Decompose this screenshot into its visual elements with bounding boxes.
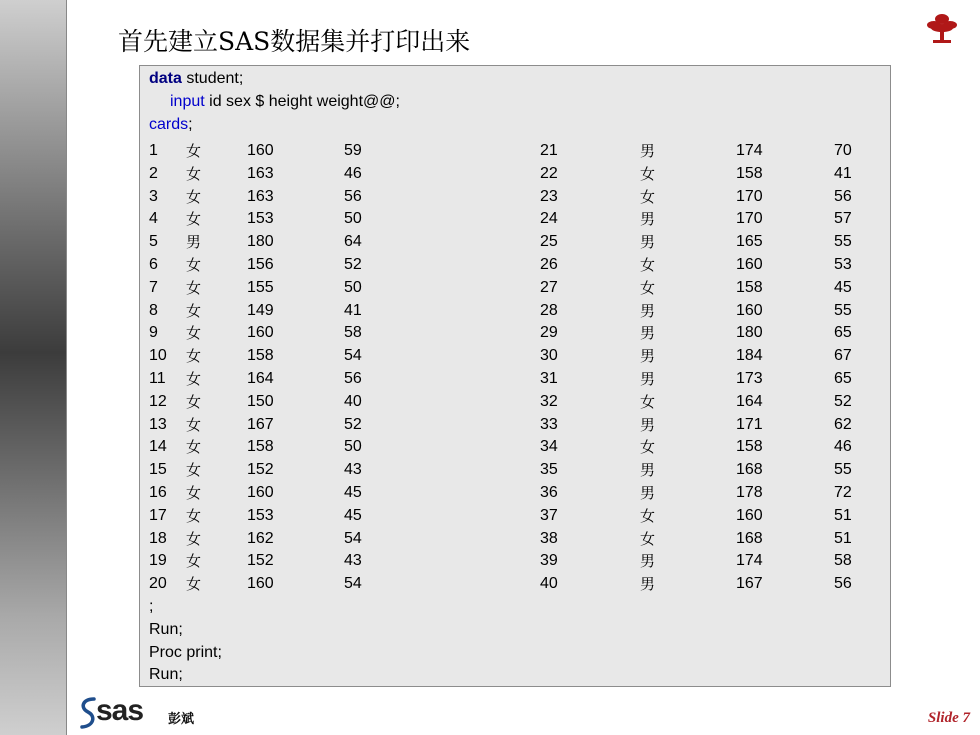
cell-height2: 158 [736, 438, 763, 456]
cell-sex: 女 [186, 164, 202, 183]
cell-sex2: 男 [640, 552, 656, 571]
cell-weight: 56 [344, 187, 362, 205]
cell-sex: 女 [186, 324, 202, 343]
left-decor-bar [0, 0, 66, 735]
cell-id: 2 [149, 164, 158, 182]
cell-height: 162 [247, 529, 274, 547]
cell-height2: 174 [736, 552, 763, 570]
cell-sex: 男 [186, 233, 202, 252]
cell-id: 6 [149, 256, 158, 273]
cell-sex: 女 [186, 484, 202, 502]
sas-swirl-icon [78, 696, 98, 730]
cell-sex: 女 [186, 187, 202, 206]
cell-weight2: 58 [834, 552, 852, 570]
cell-sex2: 男 [640, 210, 656, 229]
cell-weight: 64 [344, 233, 362, 251]
cell-id: 18 [149, 529, 167, 547]
cell-sex: 女 [186, 506, 202, 525]
cell-weight2: 53 [834, 256, 852, 273]
code-line-run: Run; [149, 666, 183, 683]
code-line-semicolon: ; [149, 598, 154, 615]
code-line-input [170, 92, 400, 112]
cell-height: 160 [247, 324, 274, 342]
cell-weight2: 51 [834, 529, 852, 547]
cell-sex2: 男 [640, 484, 656, 502]
cell-id: 12 [149, 392, 167, 410]
cell-weight2: 41 [834, 164, 852, 182]
cell-weight: 41 [344, 301, 362, 319]
sas-logo-text: sas [96, 694, 144, 727]
code-line-data [149, 69, 243, 89]
cell-height: 160 [247, 484, 274, 501]
cell-id: 10 [149, 347, 167, 365]
cell-weight: 45 [344, 506, 362, 524]
cell-id2: 25 [540, 233, 558, 251]
cell-weight: 59 [344, 142, 362, 159]
cell-height: 153 [247, 210, 274, 228]
cell-weight2: 72 [834, 484, 852, 501]
cell-id: 15 [149, 461, 167, 479]
cell-sex: 女 [186, 529, 202, 548]
cell-id: 16 [149, 484, 167, 501]
cell-height: 150 [247, 392, 274, 410]
cell-weight2: 57 [834, 210, 852, 228]
cell-id: 19 [149, 552, 167, 570]
cell-id2: 38 [540, 529, 558, 547]
cell-weight2: 52 [834, 392, 852, 410]
cell-id: 1 [149, 142, 158, 159]
cell-sex2: 男 [640, 347, 656, 366]
cell-height: 155 [247, 278, 274, 296]
left-decor-edge [66, 0, 67, 735]
cell-height2: 178 [736, 484, 763, 501]
cell-id: 20 [149, 575, 167, 593]
cell-sex: 女 [186, 575, 202, 594]
cell-id2: 27 [540, 278, 558, 296]
cell-weight: 58 [344, 324, 362, 342]
slide-title: 首先建立SAS数据集并打印出来 [118, 27, 471, 56]
cell-height: 158 [247, 438, 274, 456]
cell-sex: 女 [186, 256, 202, 274]
cell-height: 152 [247, 461, 274, 479]
cell-id: 5 [149, 233, 158, 251]
cell-sex2: 女 [640, 164, 656, 183]
code-line-proc-print: Proc print; [149, 644, 222, 661]
cell-id2: 31 [540, 370, 558, 387]
cell-id: 7 [149, 278, 158, 296]
cell-id2: 29 [540, 324, 558, 342]
cell-sex2: 女 [640, 506, 656, 525]
cell-sex: 女 [186, 415, 202, 434]
cell-id2: 22 [540, 164, 558, 182]
cell-weight: 46 [344, 164, 362, 182]
cell-sex: 女 [186, 461, 202, 480]
cell-height2: 158 [736, 278, 763, 296]
cell-height: 163 [247, 187, 274, 205]
cell-id2: 36 [540, 484, 558, 501]
cell-sex2: 女 [640, 278, 656, 297]
cell-weight2: 55 [834, 461, 852, 479]
cell-sex: 女 [186, 278, 202, 297]
cell-sex: 女 [186, 438, 202, 457]
keyword-data: data [149, 70, 182, 87]
cell-sex: 女 [186, 142, 202, 160]
cell-weight: 40 [344, 392, 362, 410]
cell-height: 167 [247, 415, 274, 433]
cell-sex2: 男 [640, 461, 656, 480]
cell-weight2: 70 [834, 142, 852, 159]
cell-sex2: 女 [640, 438, 656, 457]
cell-sex2: 男 [640, 575, 656, 594]
cell-height2: 168 [736, 529, 763, 547]
cell-height2: 174 [736, 142, 763, 159]
cell-weight2: 67 [834, 347, 852, 365]
cell-weight2: 65 [834, 370, 852, 387]
cell-id2: 21 [540, 142, 558, 159]
cell-sex: 女 [186, 301, 202, 320]
cell-weight2: 55 [834, 301, 852, 319]
cell-weight2: 55 [834, 233, 852, 251]
cell-id2: 24 [540, 210, 558, 228]
cell-weight: 54 [344, 529, 362, 547]
cell-id: 13 [149, 415, 167, 433]
cell-height2: 167 [736, 575, 763, 593]
cell-sex: 女 [186, 370, 202, 388]
cell-height: 149 [247, 301, 274, 319]
cell-id2: 30 [540, 347, 558, 365]
cell-id: 11 [149, 370, 166, 387]
cell-weight2: 46 [834, 438, 852, 456]
cell-id2: 37 [540, 506, 558, 524]
cell-weight2: 45 [834, 278, 852, 296]
cell-height: 164 [247, 370, 274, 387]
cell-id: 14 [149, 438, 167, 456]
cell-weight: 43 [344, 461, 362, 479]
cell-weight2: 51 [834, 506, 852, 524]
cell-height2: 184 [736, 347, 763, 365]
cell-weight: 54 [344, 575, 362, 593]
cell-id: 4 [149, 210, 158, 228]
cell-weight: 52 [344, 415, 362, 433]
cell-sex2: 女 [640, 256, 656, 274]
cell-id2: 32 [540, 392, 558, 410]
cell-id2: 26 [540, 256, 558, 273]
cell-height: 158 [247, 347, 274, 365]
cell-height2: 173 [736, 370, 763, 387]
cell-sex: 女 [186, 392, 202, 411]
cell-sex: 女 [186, 210, 202, 229]
keyword-cards: cards [149, 116, 189, 133]
code-box [139, 65, 891, 687]
cell-id2: 34 [540, 438, 558, 456]
author-name: 彭斌 [168, 712, 195, 727]
cell-id: 3 [149, 187, 158, 205]
cell-height: 160 [247, 575, 274, 593]
cell-height2: 168 [736, 461, 763, 479]
code-line-run: Run; [149, 621, 183, 638]
cell-id2: 23 [540, 187, 558, 205]
cell-height: 156 [247, 256, 274, 273]
cell-weight: 56 [344, 370, 362, 387]
cell-weight: 50 [344, 438, 362, 456]
cell-sex: 女 [186, 347, 202, 366]
cell-sex2: 男 [640, 324, 656, 343]
cell-height2: 164 [736, 392, 763, 410]
cell-id: 8 [149, 301, 158, 319]
cell-id2: 28 [540, 301, 558, 319]
cell-id2: 39 [540, 552, 558, 570]
cell-weight: 50 [344, 278, 362, 296]
cell-sex2: 男 [640, 301, 656, 320]
cell-id2: 40 [540, 575, 558, 593]
cell-weight2: 65 [834, 324, 852, 342]
cell-id2: 33 [540, 415, 558, 433]
slide-number: Slide 7 [927, 710, 970, 726]
cell-sex2: 男 [640, 233, 656, 252]
cell-height: 163 [247, 164, 274, 182]
cell-height2: 158 [736, 164, 763, 182]
code-text: id sex $ height weight@@; [204, 93, 400, 110]
code-line-cards [149, 115, 193, 135]
keyword-input: input [170, 93, 205, 110]
cell-sex2: 男 [640, 142, 656, 160]
tree-logo-icon [924, 10, 960, 46]
cell-height: 153 [247, 506, 274, 524]
code-text: ; [188, 116, 193, 133]
cell-weight2: 56 [834, 187, 852, 205]
cell-weight: 54 [344, 347, 362, 365]
cell-weight: 52 [344, 256, 362, 273]
cell-sex2: 女 [640, 187, 656, 206]
code-text: student; [181, 70, 244, 87]
cell-weight2: 56 [834, 575, 852, 593]
cell-height2: 170 [736, 210, 763, 228]
cell-height: 160 [247, 142, 274, 159]
cell-sex2: 男 [640, 415, 656, 434]
cell-weight: 43 [344, 552, 362, 570]
cell-height2: 170 [736, 187, 763, 205]
cell-height: 180 [247, 233, 274, 251]
cell-sex2: 女 [640, 529, 656, 548]
cell-sex2: 女 [640, 392, 656, 411]
cell-id2: 35 [540, 461, 558, 479]
cell-weight: 50 [344, 210, 362, 228]
cell-height: 152 [247, 552, 274, 570]
cell-id: 9 [149, 324, 158, 342]
cell-sex: 女 [186, 552, 202, 571]
cell-height2: 160 [736, 301, 763, 319]
cell-height2: 160 [736, 256, 763, 273]
cell-height2: 165 [736, 233, 763, 251]
cell-weight2: 62 [834, 415, 852, 433]
cell-sex2: 男 [640, 370, 656, 388]
cell-height2: 171 [736, 415, 763, 433]
cell-height2: 160 [736, 506, 763, 524]
cell-weight: 45 [344, 484, 362, 501]
cell-height2: 180 [736, 324, 763, 342]
cell-id: 17 [149, 506, 167, 524]
